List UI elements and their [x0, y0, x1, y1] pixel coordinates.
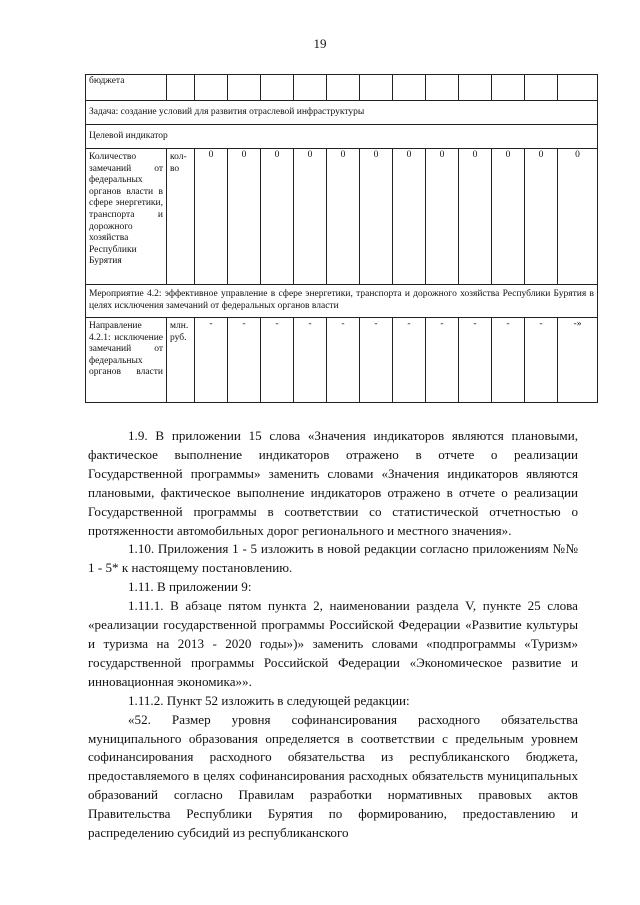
direction-value: -» [558, 318, 598, 403]
indicator-unit: кол-во [167, 149, 195, 285]
direction-value: - [261, 318, 294, 403]
indicator-value: 0 [261, 149, 294, 285]
indicator-value: 0 [525, 149, 558, 285]
paragraph-52-quote: «52. Размер уровня софинансирования расходного обязательства муниципального образования определяется в соответствии с предельным уровнем софинансирования расходного обязательства из республиканского бюджета, предоставляемого в целях софинансирования расходных обязательств муниципальных образований согласно Правилам разработки нормативных правовых актов Правительства Республики Бурятия по формированию, предоставлению и распределению субсидий из республиканского [88, 711, 578, 841]
paragraph-1-10: 1.10. Приложения 1 - 5 изложить в новой редакции согласно приложениям №№ 1 - 5* к настоящему постановлению. [88, 541, 578, 576]
direction-name: Направление 4.2.1: исключение замечаний от федеральных органов власти [86, 318, 167, 403]
direction-value: - [525, 318, 558, 403]
indicator-name: Количество замечаний от федеральных органов власти в сфере энергетики, транспорта и дорожного хозяйства Республики Бурятия [86, 149, 167, 285]
direction-value: - [459, 318, 492, 403]
direction-value: - [294, 318, 327, 403]
unit-cell [167, 75, 195, 101]
table-row-direction [86, 318, 598, 403]
table-row-measure [86, 285, 598, 318]
indicator-value: 0 [228, 149, 261, 285]
direction-value: - [327, 318, 360, 403]
indicator-value: 0 [360, 149, 393, 285]
measure-cell: Мероприятие 4.2: эффективное управление в сфере энергетики, транспорта и дорожного хозяйства Республики Бурятия в целях исключения замечаний от федеральных органов власти [86, 285, 598, 318]
table-row-task [86, 101, 598, 125]
direction-value: - [360, 318, 393, 403]
paragraph-1-11: 1.11. В приложении 9: [128, 579, 252, 595]
direction-value: - [492, 318, 525, 403]
indicator-value: 0 [426, 149, 459, 285]
indicator-value: 0 [558, 149, 598, 285]
table-row-target [86, 125, 598, 149]
task-cell: Задача: создание условий для развития отраслевой инфраструктуры [86, 101, 598, 125]
indicator-value: 0 [195, 149, 228, 285]
row-label: бюджета [86, 75, 167, 101]
indicator-value: 0 [327, 149, 360, 285]
direction-value: - [228, 318, 261, 403]
indicator-value: 0 [492, 149, 525, 285]
page-number: 19 [313, 36, 327, 51]
paragraph-1-11-2: 1.11.2. Пункт 52 изложить в следующей редакции: [128, 692, 410, 708]
target-indicator-cell: Целевой индикатор [86, 125, 598, 149]
direction-value: - [393, 318, 426, 403]
paragraph-1-11-1: 1.11.1. В абзаце пятом пункта 2, наименовании раздела V, пункте 25 слова «реализации государственной программы Российской Федерации «Развитие культуры и туризма на 2013 - 2020 годы»)» заменить словами «подпрограммы «Туризм» государственной программы Российской Федерации «Экономическое развитие и инновационная экономика»». [88, 598, 578, 689]
indicator-value: 0 [459, 149, 492, 285]
table-row-indicator [86, 149, 598, 285]
direction-value: - [195, 318, 228, 403]
paragraph-1-9: 1.9. В приложении 15 слова «Значения индикаторов являются плановыми, фактическое выполнение индикаторов отражено в отчете о реализации Государственной программы» заменить словами «Значения индикаторов являются плановыми, фактическое выполнение индикаторов отражено в отчете о реализации Государственной программы в соответствии со статистической отчетностью о протяженности автомобильных дорог регионального и местного значения». [88, 428, 578, 538]
direction-unit: млн. руб. [167, 318, 195, 403]
indicator-value: 0 [393, 149, 426, 285]
program-table [85, 74, 598, 403]
table-row-budget [86, 75, 598, 101]
body-text [88, 427, 578, 843]
indicator-value: 0 [294, 149, 327, 285]
direction-value: - [426, 318, 459, 403]
